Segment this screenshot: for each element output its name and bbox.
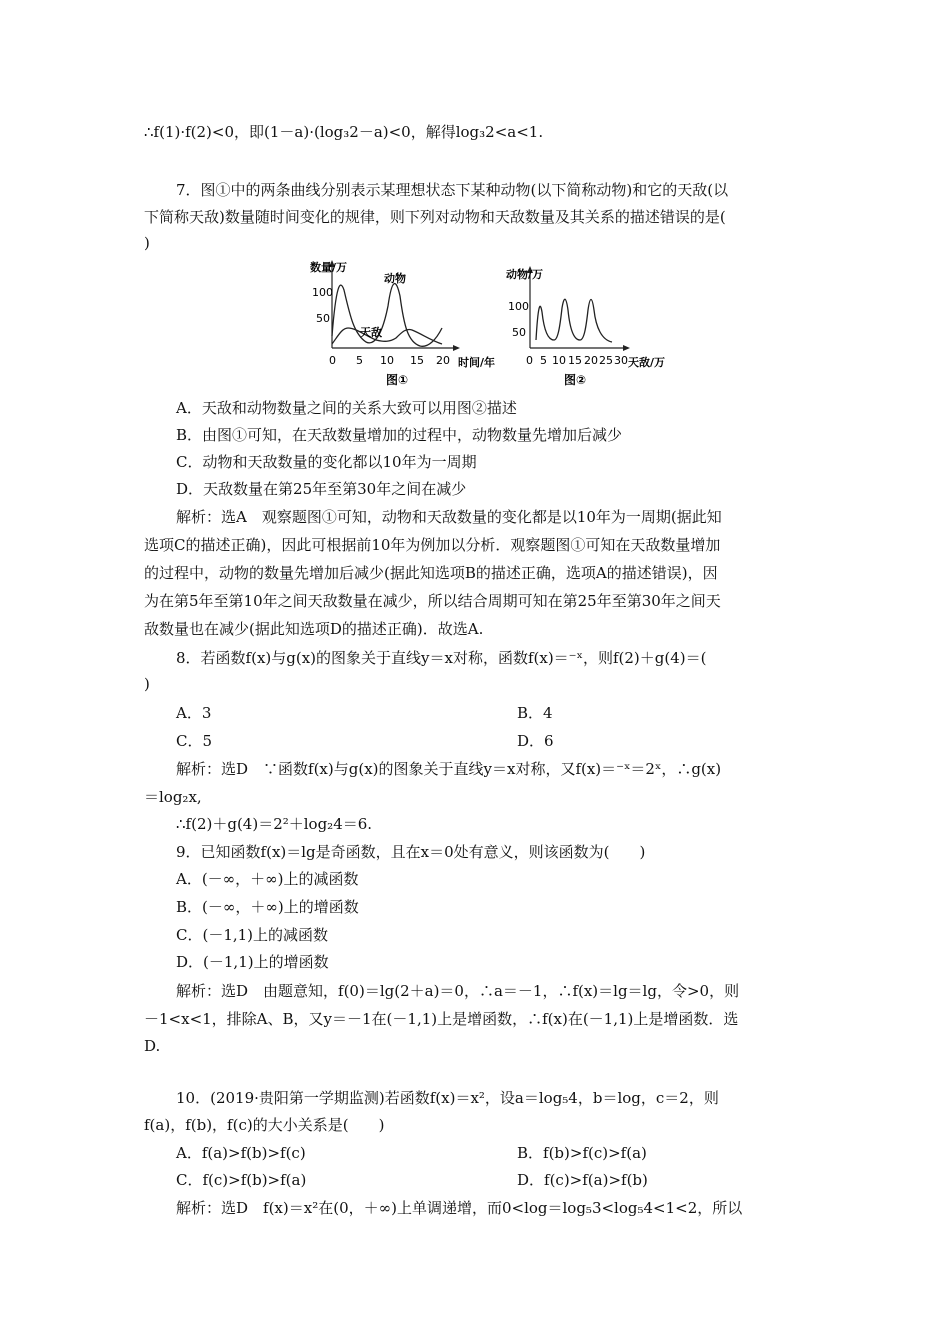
figure-2 [506,266,665,387]
question-7-stem: ) [144,234,150,252]
question-7-option-c: C．动物和天敌数量的变化都以10年为一周期 [176,453,477,471]
question-7-option-b: B．由图①可知，在天敌数量增加的过程中，动物数量先增加后减少 [176,426,623,444]
fig1-xtick: 20 [436,354,450,367]
fig2-ylabel: 动物/万 [506,268,544,281]
question-9-option-a: A．(－∞，＋∞)上的减函数 [176,870,359,888]
fig2-xtick: 10 [552,354,566,367]
fig1-ylabel: 数量/万 [310,261,348,274]
question-7-solution: 解析：选A 观察题图①可知，动物和天敌数量的变化都是以10年为一周期(据此知 [176,508,722,526]
question-8-option-a: A．3 [176,704,212,722]
fig2-xtick: 0 [526,354,533,367]
fig1-xtick: 5 [356,354,363,367]
question-8-option-d: D．6 [517,732,554,750]
question-10-option-a: A．f(a)>f(b)>f(c) [176,1144,306,1162]
figure-1 [310,260,495,387]
fig2-ytick: 50 [512,326,526,339]
question-10-stem: 10．(2019·贵阳第一学期监测)若函数f(x)＝x²，设a＝log₅4，b＝log，c＝2，则 [176,1089,719,1107]
fig2-curve [536,299,612,342]
question-9-option-d: D．(－1,1)上的增函数 [176,953,329,971]
question-7-stem: 7．图①中的两条曲线分别表示某理想状态下某种动物(以下简称动物)和它的天敌(以 [176,181,729,199]
fig1-ytick: 50 [316,312,330,325]
question-9-stem: 9．已知函数f(x)＝lg是奇函数，且在x＝0处有意义，则该函数为( ) [176,843,646,861]
fig2-caption: 图② [564,373,587,387]
question-7-stem: 下简称天敌)数量随时间变化的规律，则下列对动物和天敌数量及其关系的描述错误的是( [144,208,726,226]
question-8-solution: ＝log₂x, [144,788,202,806]
fig1-enemy-label: 天敌 [360,326,382,339]
question-8-stem: ) [144,675,150,693]
fig2-xtick: 15 [568,354,582,367]
question-10-option-d: D．f(c)>f(a)>f(b) [517,1171,648,1189]
question-8-solution: 解析：选D ∵函数f(x)与g(x)的图象关于直线y＝x对称，又f(x)＝⁻ˣ＝2ˣ，∴g(x) [176,760,722,778]
fig1-caption: 图① [386,373,409,387]
question-7-solution: 为在第5年至第10年之间天敌数量在减少，所以结合周期可知在第25年至第30年之间天 [144,592,721,610]
question-7-solution: 选项C的描述正确)，因此可根据前10年为例加以分析．观察题图①可知在天敌数量增加 [144,536,721,554]
question-9-solution: 解析：选D 由题意知，f(0)＝lg(2＋a)＝0，∴a＝－1，∴f(x)＝lg＝lg，令>0，则 [176,982,740,1000]
fig2-xtick: 20 [584,354,598,367]
fig1-xlabel: 时间/年 [458,356,496,369]
question-8-option-b: B．4 [517,704,553,722]
fig2-ytick: 100 [508,300,529,313]
question-8-option-c: C．5 [176,732,213,750]
fig2-xtick: 5 [540,354,547,367]
fig2-xlabel: 天敌/万 [628,356,666,369]
fig1-ytick: 100 [312,286,333,299]
question-10-option-c: C．f(c)>f(b)>f(a) [176,1171,307,1189]
question-8-stem: 8．若函数f(x)与g(x)的图象关于直线y＝x对称，函数f(x)＝⁻ˣ，则f(2)＋g(4)＝( [176,649,707,667]
question-9-option-c: C．(－1,1)上的减函数 [176,926,329,944]
question-10-solution: 解析：选D f(x)＝x²在(0，＋∞)上单调递增，而0<log＝log₅3<log₅4<1<2，所以 [176,1199,743,1217]
question-7-solution: 的过程中，动物的数量先增加后减少(据此知选项B的描述正确，选项A的描述错误)，因 [144,564,718,582]
figure-svg [296,256,686,392]
question-7-figures [296,256,686,392]
fig1-animal-label: 动物 [384,272,406,285]
fig1-xtick: 15 [410,354,424,367]
question-9-solution: D. [144,1037,161,1055]
fig2-xtick: 25 [599,354,613,367]
question-7-option-d: D．天敌数量在第25年至第30年之间在减少 [176,480,467,498]
question-9-solution: －1<x<1，排除A、B，又y＝－1在(－1,1)上是增函数，∴f(x)在(－1,1)上是增函数．选 [144,1010,739,1028]
question-7-solution: 敌数量也在减少(据此知选项D的描述正确)．故选A. [144,620,484,638]
question-10-stem: f(a)，f(b)，f(c)的大小关系是( ) [144,1116,385,1134]
fig2-xtick: 30 [614,354,628,367]
question-9-option-b: B．(－∞，＋∞)上的增函数 [176,898,359,916]
question-10-option-b: B．f(b)>f(c)>f(a) [517,1144,647,1162]
fig1-xtick: 0 [329,354,336,367]
question-7-option-a: A．天敌和动物数量之间的关系大致可以用图②描述 [176,399,517,417]
solution-line: ∴f(1)·f(2)<0，即(1－a)·(log₃2－a)<0，解得log₃2<a<1. [144,123,544,141]
fig1-enemy-curve [332,328,442,344]
fig1-xtick: 10 [380,354,394,367]
question-8-solution: ∴f(2)＋g(4)＝2²＋log₂4＝6. [176,815,373,833]
